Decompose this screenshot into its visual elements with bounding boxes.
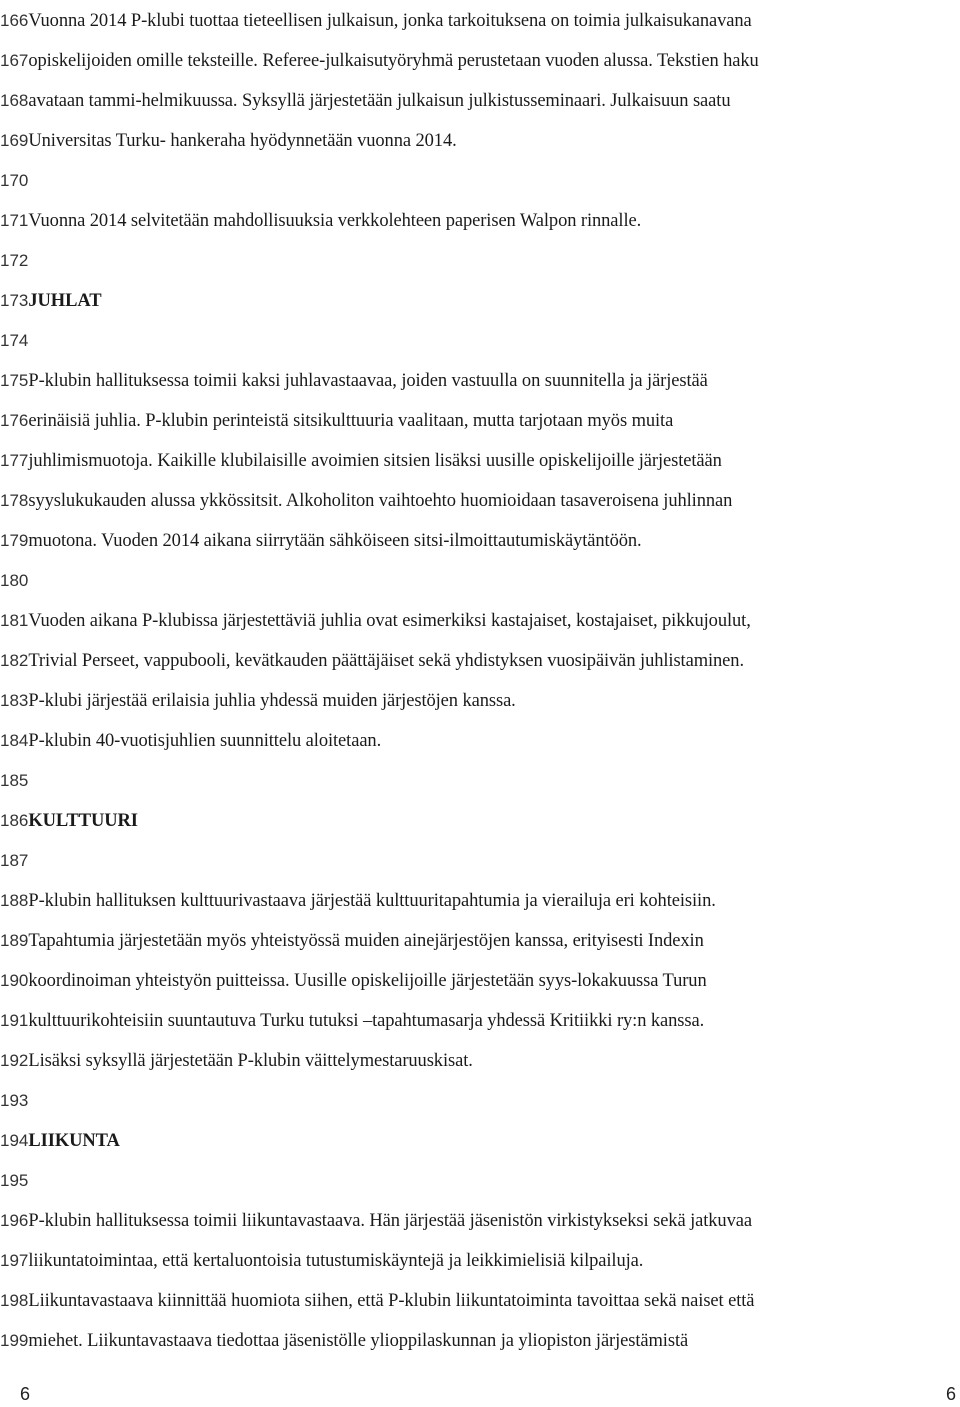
section-heading: KULTTUURI: [28, 811, 138, 831]
text-line: [0, 1041, 473, 1081]
line-number: 188: [0, 891, 29, 910]
line-number: 195: [0, 1171, 29, 1190]
line-text: kulttuurikohteisiin suuntautuva Turku tutuksi –tapahtumasarja yhdessä Kritiikki ry:n kanssa.: [28, 1011, 705, 1031]
text-line: [0, 81, 730, 121]
line-number: 180: [0, 571, 29, 590]
line-number: 175: [0, 371, 29, 390]
line-number: 199: [0, 1331, 29, 1350]
text-line: [0, 161, 28, 201]
text-line: [0, 481, 732, 521]
line-text: Liikuntavastaava kiinnittää huomiota siihen, että P-klubin liikuntatoiminta tavoittaa sekä naiset että: [28, 1291, 755, 1311]
line-number: 174: [0, 331, 29, 350]
line-number: 185: [0, 771, 29, 790]
text-line: [0, 321, 28, 361]
line-number: 183: [0, 691, 29, 710]
line-number: 178: [0, 491, 29, 510]
text-line: [0, 1201, 752, 1241]
line-number: 191: [0, 1011, 29, 1030]
text-line: [0, 1001, 704, 1041]
line-number: 166: [0, 11, 29, 30]
page-number-left: 6: [20, 1384, 31, 1404]
line-text: P-klubin hallituksessa toimii kaksi juhlavastaavaa, joiden vastuulla on suunnitella ja järjestää: [28, 371, 708, 391]
line-number: 167: [0, 51, 29, 70]
line-number: 169: [0, 131, 29, 150]
line-number: 190: [0, 971, 29, 990]
line-text: Universitas Turku- hankeraha hyödynnetään vuonna 2014.: [28, 131, 457, 151]
line-number: 197: [0, 1251, 29, 1270]
line-text: muotona. Vuoden 2014 aikana siirrytään sähköiseen sitsi-ilmoittautumiskäytäntöön.: [28, 531, 642, 551]
text-line: [0, 241, 28, 281]
line-text: P-klubin hallituksessa toimii liikuntavastaava. Hän järjestää jäsenistön virkistykseksi sekä jatkuvaa: [28, 1211, 752, 1231]
text-line: [0, 361, 708, 401]
line-number: 170: [0, 171, 29, 190]
line-number: 189: [0, 931, 29, 950]
text-line: [0, 1, 752, 41]
page-number-right: 6: [945, 1384, 956, 1404]
text-line: [0, 841, 28, 881]
line-number: 177: [0, 451, 29, 470]
line-text: syyslukukauden alussa ykkössitsit. Alkoholiton vaihtoehto huomioidaan tasaveroisena juhlinnan: [28, 491, 733, 511]
line-number: 168: [0, 91, 29, 110]
line-number: 173: [0, 291, 29, 310]
section-heading: LIIKUNTA: [28, 1131, 120, 1151]
line-text: opiskelijoiden omille teksteille. Referee-julkaisutyöryhmä perustetaan vuoden alussa. Tekstien haku: [28, 51, 759, 71]
text-line: [0, 1161, 28, 1201]
line-text: avataan tammi-helmikuussa. Syksyllä järjestetään julkaisun julkistusseminaari. Julkaisuun saatu: [28, 91, 731, 111]
line-number: 172: [0, 251, 29, 270]
text-line: [0, 521, 642, 561]
line-number: 179: [0, 531, 29, 550]
text-line: [0, 41, 759, 81]
line-number: 187: [0, 851, 29, 870]
line-text: P-klubin 40-vuotisjuhlien suunnittelu aloitetaan.: [28, 731, 382, 751]
text-line: [0, 881, 716, 921]
section-heading-line: [0, 1121, 120, 1161]
line-number: 184: [0, 731, 29, 750]
text-line: [0, 761, 28, 801]
text-line: [0, 401, 673, 441]
text-line: [0, 1321, 688, 1361]
section-heading-line: [0, 281, 101, 321]
text-line: [0, 961, 707, 1001]
line-number: 182: [0, 651, 29, 670]
line-text: P-klubi järjestää erilaisia juhlia yhdessä muiden järjestöjen kanssa.: [28, 691, 516, 711]
line-text: Vuonna 2014 P-klubi tuottaa tieteellisen julkaisun, jonka tarkoituksena on toimia julkaisukanavana: [28, 11, 752, 31]
line-number: 194: [0, 1131, 29, 1150]
line-text: juhlimismuotoja. Kaikille klubilaisille avoimien sitsien lisäksi uusille opiskelijoille järjestetään: [28, 451, 722, 471]
text-line: [0, 721, 381, 761]
line-number: 196: [0, 1211, 29, 1230]
text-line: [0, 641, 744, 681]
line-number: 186: [0, 811, 29, 830]
line-number: 176: [0, 411, 29, 430]
line-text: Lisäksi syksyllä järjestetään P-klubin väittelymestaruuskisat.: [28, 1051, 473, 1071]
line-number: 198: [0, 1291, 29, 1310]
line-number: 193: [0, 1091, 29, 1110]
line-text: Trivial Perseet, vappubooli, kevätkauden päättäjäiset sekä yhdistyksen vuosipäivän juhlistaminen.: [28, 651, 744, 671]
line-number: 192: [0, 1051, 29, 1070]
section-heading-line: [0, 801, 138, 841]
line-text: P-klubin hallituksen kulttuurivastaava järjestää kulttuuritapahtumia ja vierailuja eri kohteisiin.: [28, 891, 716, 911]
text-line: [0, 1241, 643, 1281]
text-line: [0, 121, 457, 161]
section-heading: JUHLAT: [28, 291, 102, 311]
text-line: [0, 201, 641, 241]
text-line: [0, 921, 704, 961]
text-line: [0, 561, 28, 601]
text-line: [0, 1081, 28, 1121]
line-text: liikuntatoimintaa, että kertaluontoisia tutustumiskäyntejä ja leikkimielisiä kilpailuja.: [28, 1251, 644, 1271]
text-line: [0, 601, 751, 641]
text-line: [0, 441, 722, 481]
line-text: Vuoden aikana P-klubissa järjestettäviä juhlia ovat esimerkiksi kastajaiset, kostajaiset, pikkujoulut,: [28, 611, 751, 631]
line-text: koordinoiman yhteistyön puitteissa. Uusille opiskelijoille järjestetään syys-lokakuussa Turun: [28, 971, 707, 991]
line-number: 181: [0, 611, 29, 630]
line-text: erinäisiä juhlia. P-klubin perinteistä sitsikulttuuria vaalitaan, mutta tarjotaan myös muita: [28, 411, 674, 431]
text-line: [0, 1281, 754, 1321]
line-text: Tapahtumia järjestetään myös yhteistyössä muiden ainejärjestöjen kanssa, erityisesti Indexin: [28, 931, 704, 951]
line-text: Vuonna 2014 selvitetään mahdollisuuksia verkkolehteen paperisen Walpon rinnalle.: [28, 211, 642, 231]
text-line: [0, 681, 516, 721]
line-number: 171: [0, 211, 29, 230]
line-text: miehet. Liikuntavastaava tiedottaa jäsenistölle ylioppilaskunnan ja yliopiston järjestämistä: [28, 1331, 689, 1351]
